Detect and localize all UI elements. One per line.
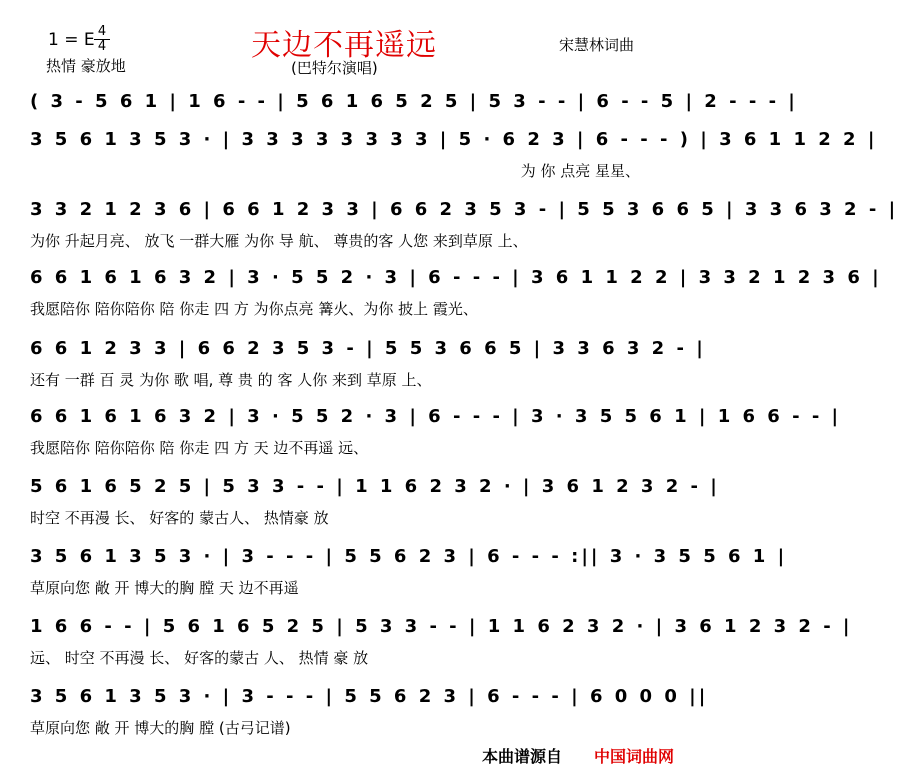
meter-bottom: 4 <box>97 39 107 54</box>
notes-line-9: 1 6 6 - - | 5 6 1 6 5 2 5 | 5 3 3 - - | 1 1 6 2 3 2 · | 3 6 1 2 3 2 - | <box>30 616 853 637</box>
page-title: 天边不再遥远 <box>251 28 437 63</box>
singer: (巴特尔演唱) <box>291 59 378 77</box>
footer-source-label: 本曲谱源自 <box>482 747 563 766</box>
score-line-10 <box>0 685 709 755</box>
notes-line-4: 6 6 1 6 1 6 3 2 | 3 · 5 5 2 · 3 | 6 - - - | 3 6 1 1 2 2 | 3 3 2 1 2 3 6 | <box>30 267 882 288</box>
lyrics-line-8: 草原向您 敞 开 博大的胸 膛 天 边不再遥 <box>30 579 299 597</box>
credit: 宋慧林词曲 <box>559 36 635 54</box>
score-line-5 <box>0 337 706 407</box>
score-line-6 <box>0 405 842 475</box>
score-line-4 <box>0 266 882 336</box>
lyrics-line-2: 为 你 点亮 星星、 <box>520 162 640 180</box>
meter-top: 4 <box>97 24 107 39</box>
lyrics-line-7: 时空 不再漫 长、 好客的 蒙古人、 热情豪 放 <box>30 509 329 527</box>
lyrics-line-6: 我愿陪你 陪你陪你 陪 你走 四 方 天 边不再遥 远、 <box>30 439 369 457</box>
tempo-marking: 热情 豪放地 <box>46 57 126 75</box>
notes-line-6: 6 6 1 6 1 6 3 2 | 3 · 5 5 2 · 3 | 6 - - - | 3 · 3 5 5 6 1 | 1 6 6 - - | <box>30 406 842 427</box>
lyrics-line-10: 草原向您 敞 开 博大的胸 膛 (古弓记谱) <box>30 719 291 737</box>
score-line-9 <box>0 615 853 685</box>
notes-line-3: 3 3 2 1 2 3 6 | 6 6 1 2 3 3 | 6 6 2 3 5 3 - | 5 5 3 6 6 5 | 3 3 6 3 2 - | <box>30 199 898 220</box>
notes-line-1: ( 3 - 5 6 1 | 1 6 - - | 5 6 1 6 5 2 5 | 5 3 - - | 6 - - 5 | 2 - - - | <box>30 91 798 112</box>
notes-line-7: 5 6 1 6 5 2 5 | 5 3 3 - - | 1 1 6 2 3 2 · | 3 6 1 2 3 2 - | <box>30 476 720 497</box>
notes-line-10: 3 5 6 1 3 5 3 · | 3 - - - | 5 5 6 2 3 | 6 - - - | 6 0 0 0 || <box>30 686 709 707</box>
footer-site-link[interactable]: 中国词曲网 <box>594 747 675 766</box>
lyrics-line-9: 远、 时空 不再漫 长、 好客的蒙古 人、 热情 豪 放 <box>30 649 369 667</box>
notes-line-8: 3 5 6 1 3 5 3 · | 3 - - - | 5 5 6 2 3 | 6 - - - :|| 3 · 3 5 5 6 1 | <box>30 546 788 567</box>
score-line-3 <box>0 198 898 268</box>
time-signature <box>94 26 110 53</box>
lyrics-line-5: 还有 一群 百 灵 为你 歌 唱, 尊 贵 的 客 人你 来到 草原 上、 <box>30 371 432 389</box>
score-line-2 <box>0 128 878 198</box>
key-signature: 1 = E <box>48 30 95 50</box>
notes-line-2: 3 5 6 1 3 5 3 · | 3 3 3 3 3 3 3 3 | 5 · 6 2 3 | 6 - - - ) | 3 6 1 1 2 2 | <box>30 129 878 150</box>
score-line-7 <box>0 475 720 545</box>
score-line-8 <box>0 545 788 615</box>
lyrics-line-4: 我愿陪你 陪你陪你 陪 你走 四 方 为你点亮 篝火、为你 披上 霞光、 <box>30 300 478 318</box>
lyrics-line-3: 为你 升起月亮、 放飞 一群大雁 为你 导 航、 尊贵的客 人您 来到草原 上、 <box>30 232 528 250</box>
notes-line-5: 6 6 1 2 3 3 | 6 6 2 3 5 3 - | 5 5 3 6 6 5 | 3 3 6 3 2 - | <box>30 338 706 359</box>
